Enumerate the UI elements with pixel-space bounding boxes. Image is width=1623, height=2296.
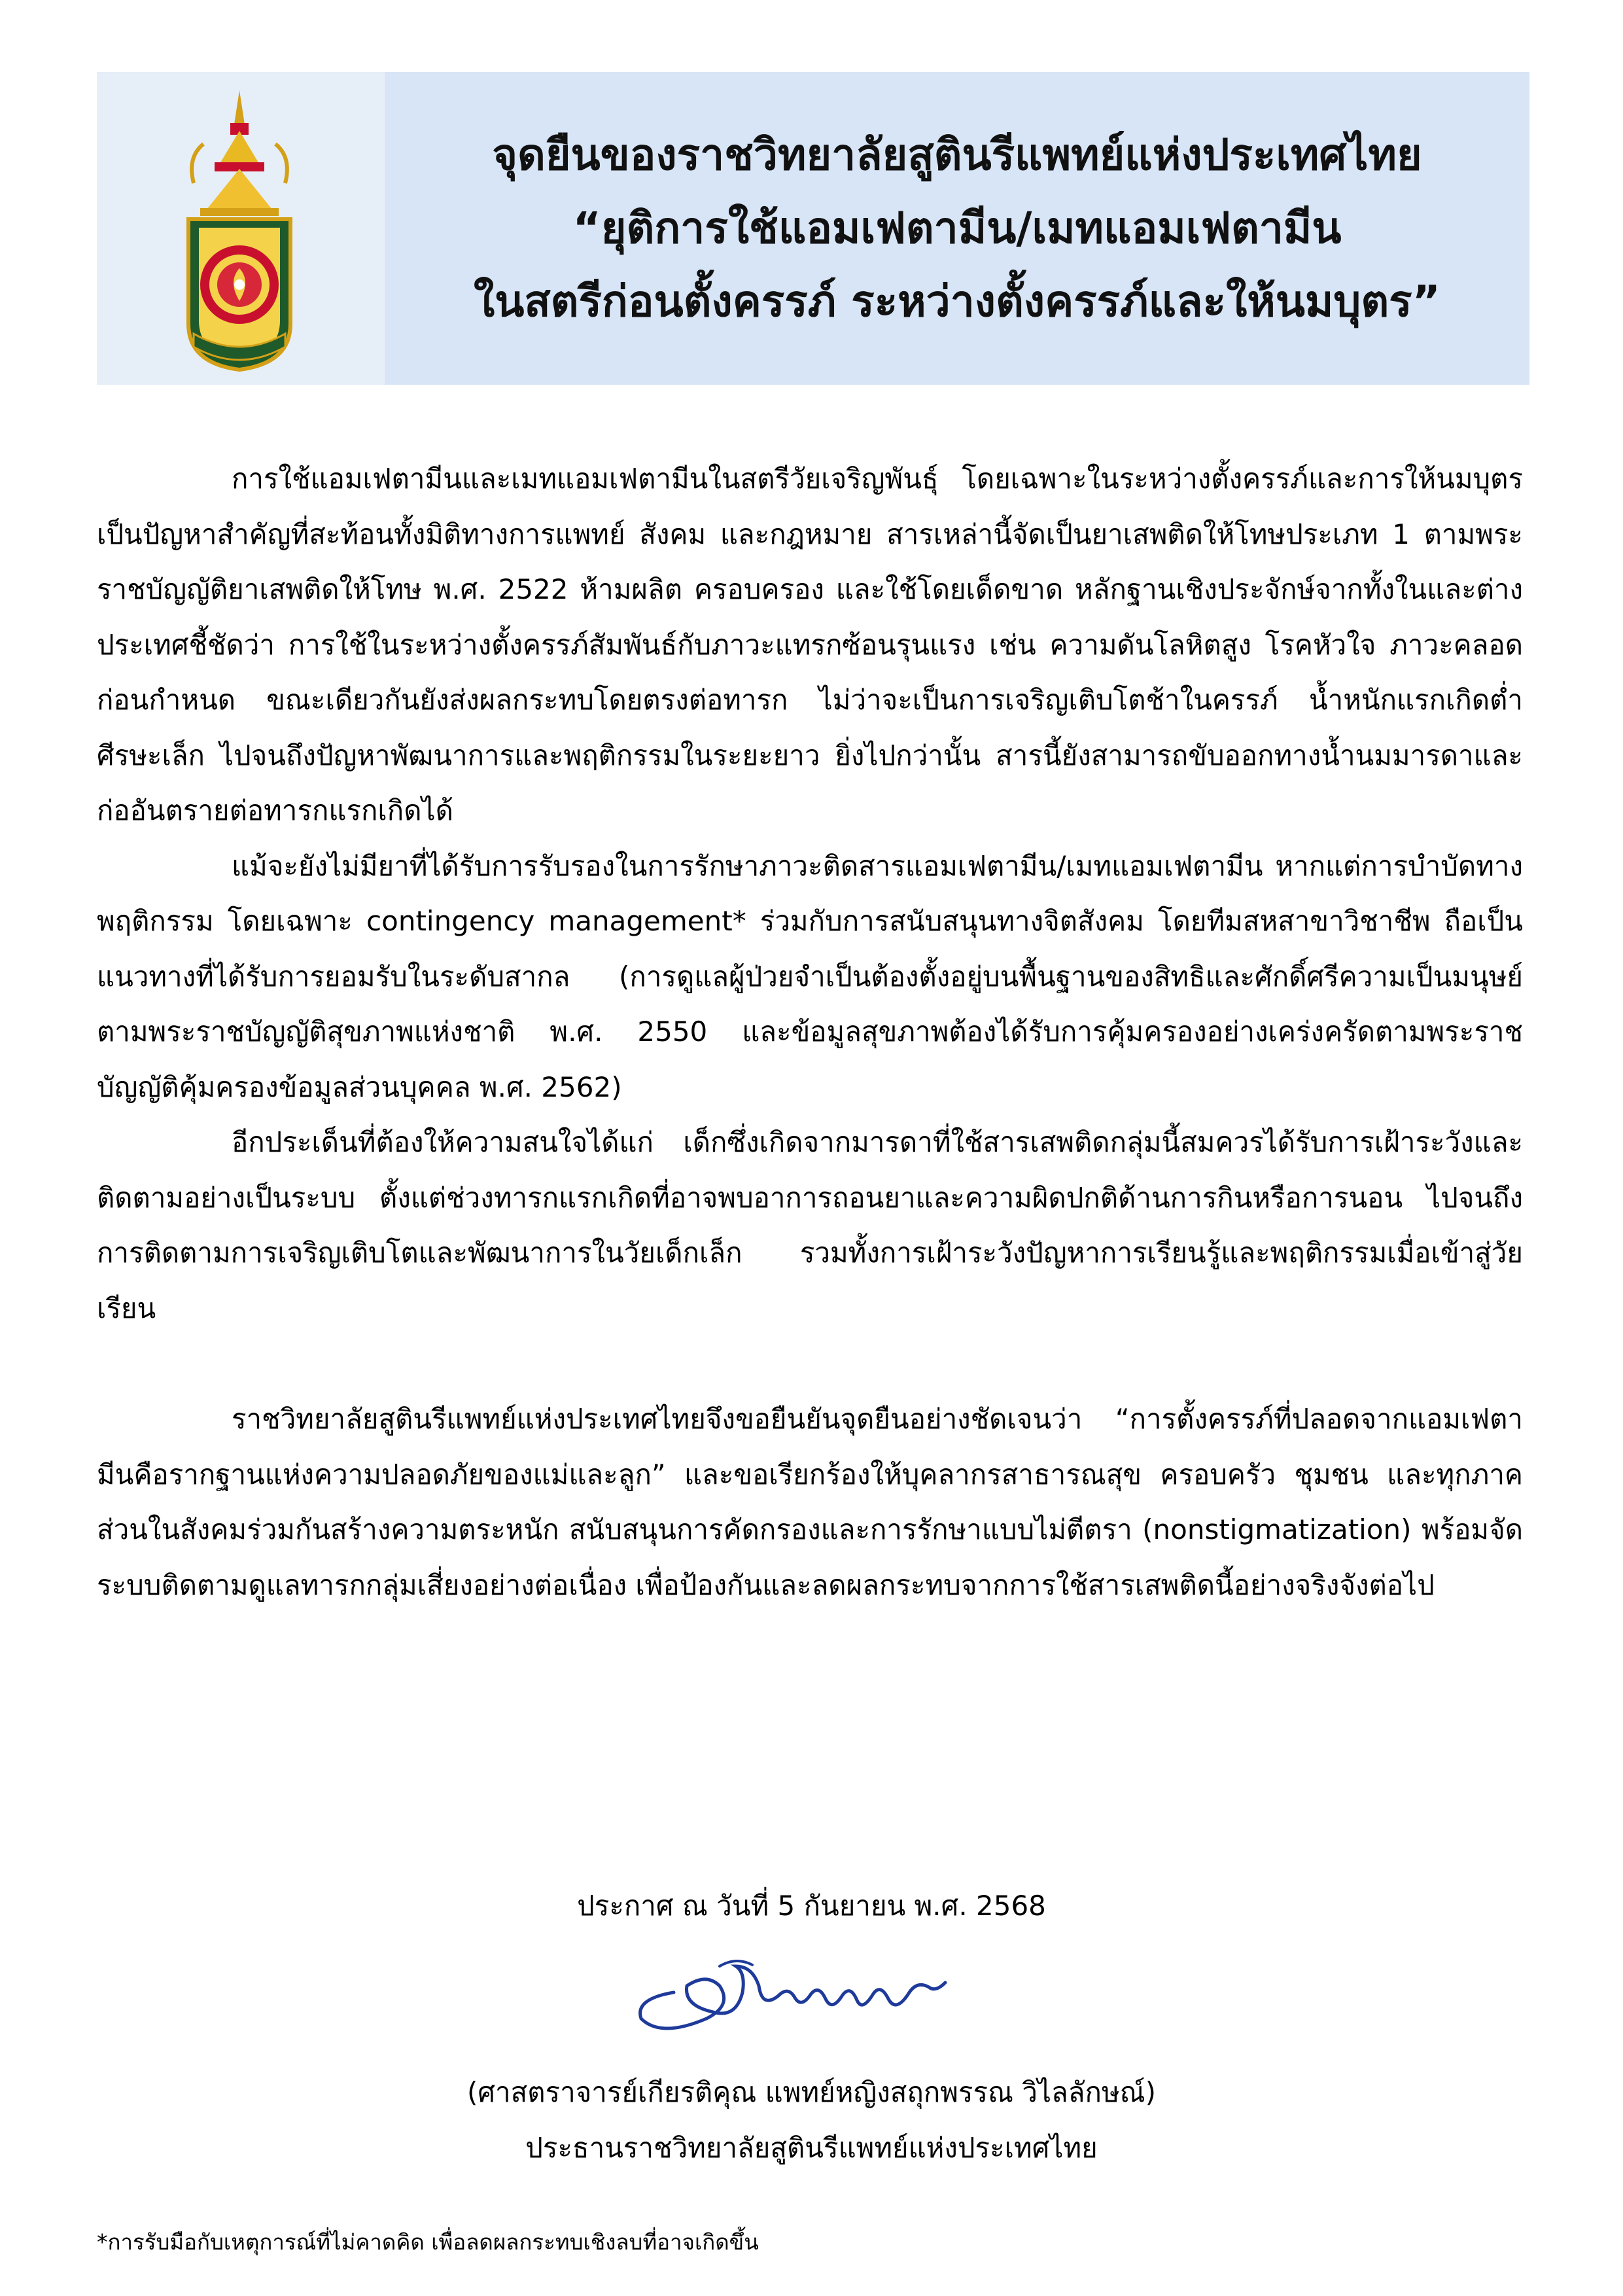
footnote: *การรับมือกับเหตุการณ์ที่ไม่คาดคิด เพื่อลดผลกระทบเชิงลบที่อาจเกิดขึ้น (97, 2229, 759, 2255)
body-paragraph-3 (97, 1115, 1523, 1336)
body-paragraph-1-text: การใช้แอมเฟตามีนและเมทแอมเฟตามีนในสตรีวัยเจริญพันธุ์ โดยเฉพาะในระหว่างตั้งครรภ์และการให้นมบุตร เป็นปัญหาสำคัญที่สะท้อนทั้งมิติทางการแพทย์ สังคม และกฎหมาย สารเหล่านี้จัดเป็นยาเสพติดให้โทษประเภท 1 ตามพระราชบัญญัติยาเสพติดให้โทษ พ.ศ. 2522 ห้ามผลิต ครอบครอง และใช้โดยเด็ดขาด หลักฐานเชิงประจักษ์จากทั้งในและต่างประเทศชี้ชัดว่า การใช้ในระหว่างตั้งครรภ์สัมพันธ์กับภาวะแทรกซ้อนรุนแรง เช่น ความดันโลหิตสูง โรคหัวใจ ภาวะคลอดก่อนกำหนด ขณะเดียวกันยังส่งผลกระทบโดยตรงต่อทารก ไม่ว่าจะเป็นการเจริญเติบโตช้าในครรภ์ น้ำหนักแรกเกิดต่ำ ศีรษะเล็ก ไปจนถึงปัญหาพัฒนาการและพฤติกรรมในระยะยาว ยิ่งไปกว่านั้น สารนี้ยังสามารถขับออกทางน้ำนมมารดาและก่ออันตรายต่อทารกแรกเกิดได้ (97, 463, 1523, 826)
body-paragraph-1 (97, 451, 1523, 839)
college-emblem-icon (174, 85, 305, 373)
body-paragraph-3-text: อีกประเด็นที่ต้องให้ความสนใจได้แก่ เด็กซึ่งเกิดจากมารดาที่ใช้สารเสพติดกลุ่มนี้สมควรได้รับการเฝ้าระวังและติดตามอย่างเป็นระบบ ตั้งแต่ช่วงทารกแรกเกิดที่อาจพบอาการถอนยาและความผิดปกติด้านการกินหรือการนอน ไปจนถึงการติดตามการเจริญเติบโตและพัฒนาการในวัยเด็กเล็ก รวมทั้งการเฝ้าระวังปัญหาการเรียนรู้และพฤติกรรมเมื่อเข้าสู่วัยเรียน (97, 1126, 1523, 1324)
signatory-name: (ศาสตราจารย์เกียรติคุณ แพทย์หญิงสถุกพรรณ วิไลลักษณ์) (467, 2076, 1156, 2108)
document-title-line-1: จุดยืนของราชวิทยาลัยสูตินรีแพทย์แห่งประเทศไทย (492, 130, 1422, 180)
signatory-position: ประธานราชวิทยาลัยสูตินรีแพทย์แห่งประเทศไทย (525, 2132, 1098, 2164)
document-title-line-3: ในสตรีก่อนตั้งครรภ์ ระหว่างตั้งครรภ์และให้นมบุตร” (473, 276, 1441, 327)
body-paragraph-2-text: แม้จะยังไม่มียาที่ได้รับการรับรองในการรักษาภาวะติดสารแอมเฟตามีน/เมทแอมเฟตามีน หากแต่การบำบัดทางพฤติกรรม โดยเฉพาะ contingency management* ร่วมกับการสนับสนุนทางจิตสังคม โดยทีมสหสาขาวิชาชีพ ถือเป็นแนวทางที่ได้รับการยอมรับในระดับสากล (การดูแลผู้ป่วยจำเป็นต้องตั้งอยู่บนพื้นฐานของสิทธิและศักดิ์ศรีความเป็นมนุษย์ ตามพระราชบัญญัติสุขภาพแห่งชาติ พ.ศ. 2550 และข้อมูลสุขภาพต้องได้รับการคุ้มครองอย่างเคร่งครัดตามพระราชบัญญัติคุ้มครองข้อมูลส่วนบุคคล พ.ศ. 2562) (97, 849, 1523, 1103)
document-header (97, 72, 1529, 385)
logo-panel (97, 72, 385, 385)
announcement-date: ประกาศ ณ วันที่ 5 กันยายน พ.ศ. 2568 (577, 1890, 1046, 1922)
document-body (97, 451, 1523, 1613)
document-title-line-2: “ยุติการใช้แอมเฟตามีน/เมทแอมเฟตามีน (572, 203, 1342, 253)
body-paragraph-4-text: ราชวิทยาลัยสูตินรีแพทย์แห่งประเทศไทยจึงขอยืนยันจุดยืนอย่างชัดเจนว่า “การตั้งครรภ์ที่ปลอดจากแอมเฟตามีนคือรากฐานแห่งความปลอดภัยของแม่และลูก” และขอเรียกร้องให้บุคลากรสาธารณสุข ครอบครัว ชุมชน และทุกภาคส่วนในสังคมร่วมกันสร้างความตระหนัก สนับสนุนการคัดกรองและการรักษาแบบไม่ตีตรา (nonstigmatization) พร้อมจัดระบบติดตามดูแลทารกกลุ่มเสี่ยงอย่างต่อเนื่อง เพื่อป้องกันและลดผลกระทบจากการใช้สารเสพติดนี้อย่างจริงจังต่อไป (97, 1403, 1523, 1601)
body-paragraph-2 (97, 839, 1523, 1116)
body-paragraph-4 (97, 1392, 1523, 1613)
header-title-area (385, 72, 1529, 385)
handwritten-signature-icon (621, 1947, 962, 2047)
